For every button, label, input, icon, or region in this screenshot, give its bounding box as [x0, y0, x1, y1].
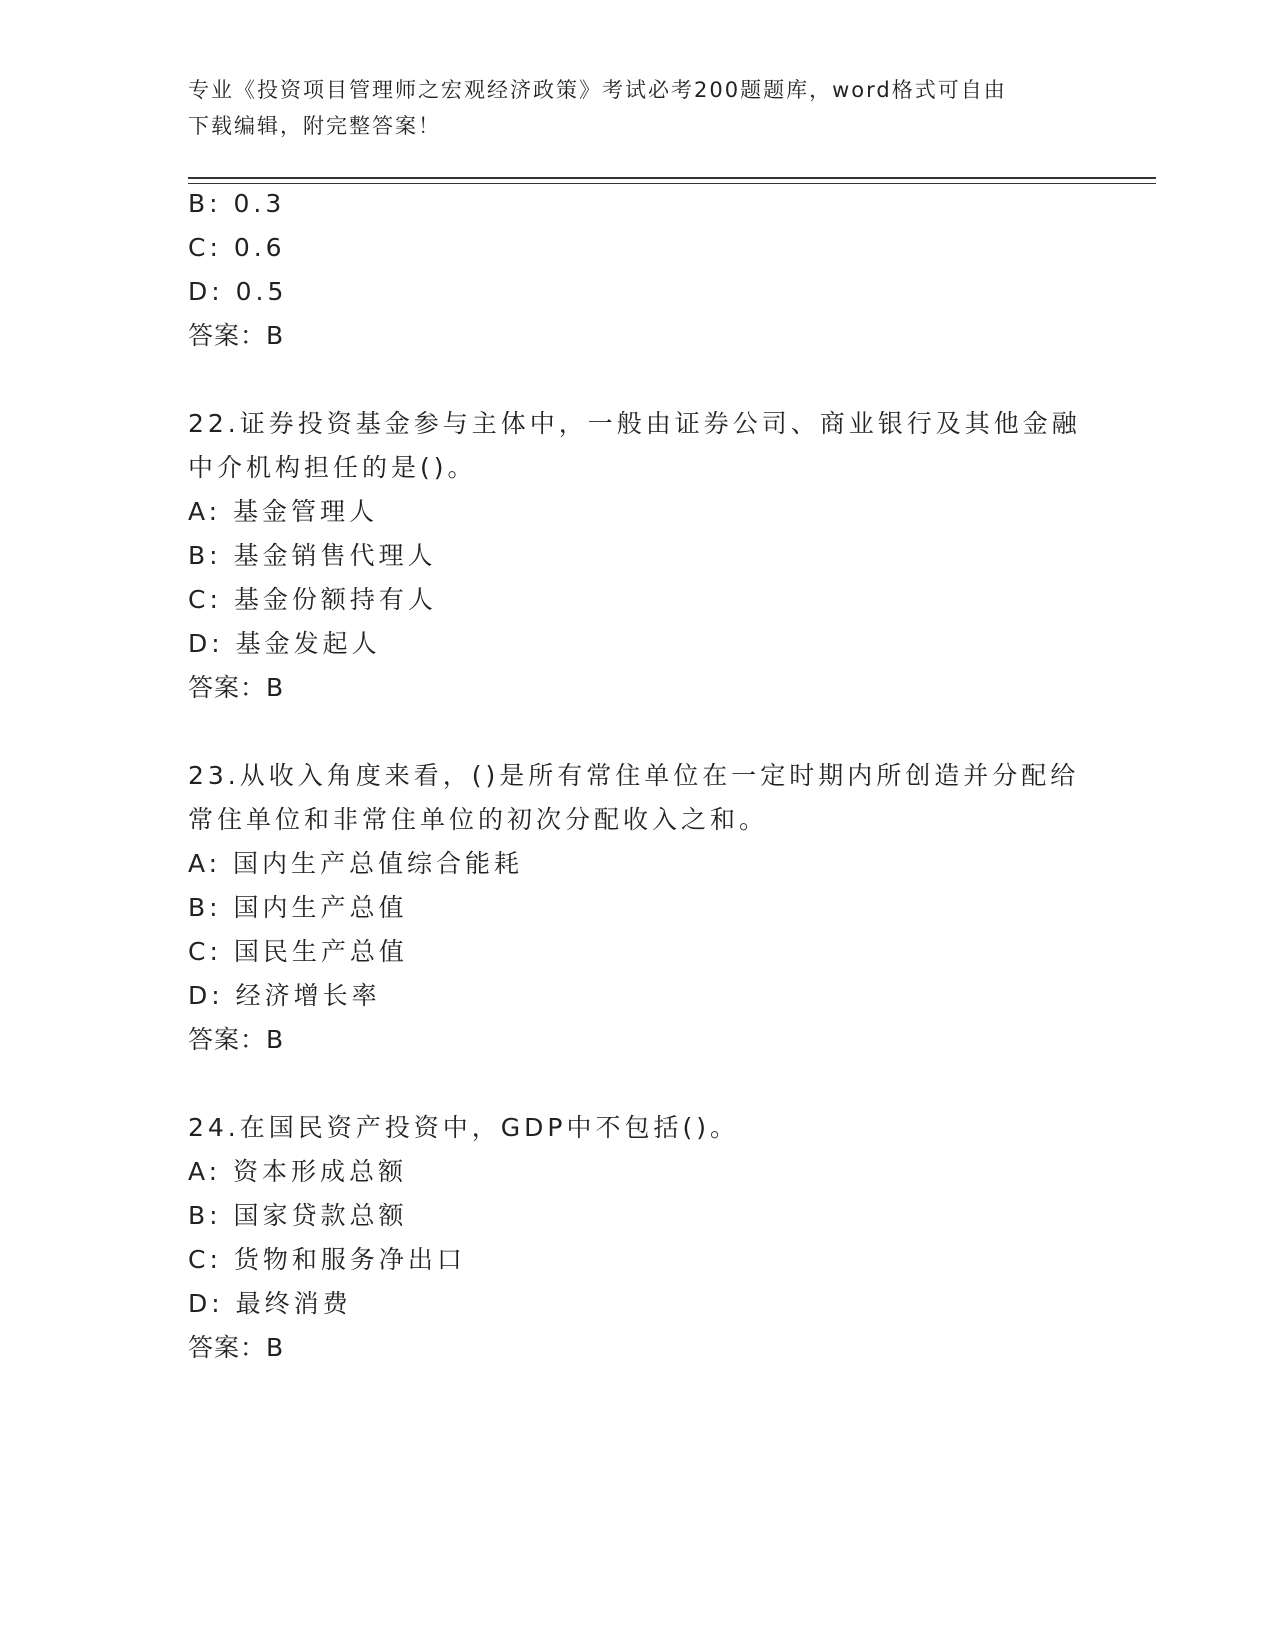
- q21-option-b: B: 0.3: [188, 189, 286, 218]
- q22-option-a: A: 基金管理人: [188, 497, 379, 526]
- q22-answer: 答案：B: [188, 673, 285, 702]
- q23-stem-line-1: 23.从收入角度来看，()是所有常住单位在一定时期内所创造并分配给: [188, 761, 1080, 790]
- q23-answer: 答案：B: [188, 1025, 285, 1054]
- q24-option-d: D: 最终消费: [188, 1289, 352, 1318]
- q21-answer: 答案：B: [188, 321, 285, 350]
- q24-option-a: A: 资本形成总额: [188, 1157, 408, 1186]
- q23-option-c: C: 国民生产总值: [188, 937, 408, 966]
- q22-option-c: C: 基金份额持有人: [188, 585, 437, 614]
- q21-option-d: D: 0.5: [188, 277, 288, 306]
- q22-stem-line-2: 中介机构担任的是()。: [188, 453, 477, 482]
- header-divider-thick: [188, 177, 1156, 179]
- q24-stem-line-1: 24.在国民资产投资中，GDP中不包括()。: [188, 1113, 739, 1142]
- q23-option-a: A: 国内生产总值综合能耗: [188, 849, 524, 878]
- header-line-2: 下载编辑，附完整答案！: [188, 114, 441, 138]
- q23-option-d: D: 经济增长率: [188, 981, 381, 1010]
- q24-option-c: C: 货物和服务净出口: [188, 1245, 466, 1274]
- q22-stem-line-1: 22.证券投资基金参与主体中，一般由证券公司、商业银行及其他金融: [188, 409, 1081, 438]
- document-header: [188, 72, 1068, 144]
- q24-option-b: B: 国家贷款总额: [188, 1201, 408, 1230]
- q23-stem-line-2: 常住单位和非常住单位的初次分配收入之和。: [188, 805, 769, 834]
- q24-answer: 答案：B: [188, 1333, 285, 1362]
- header-line-1: 专业《投资项目管理师之宏观经济政策》考试必考200题题库，word格式可自由: [188, 78, 1007, 102]
- q22-option-d: D: 基金发起人: [188, 629, 381, 658]
- q21-option-c: C: 0.6: [188, 233, 286, 262]
- q23-option-b: B: 国内生产总值: [188, 893, 408, 922]
- q22-option-b: B: 基金销售代理人: [188, 541, 437, 570]
- header-divider-thin: [188, 183, 1156, 184]
